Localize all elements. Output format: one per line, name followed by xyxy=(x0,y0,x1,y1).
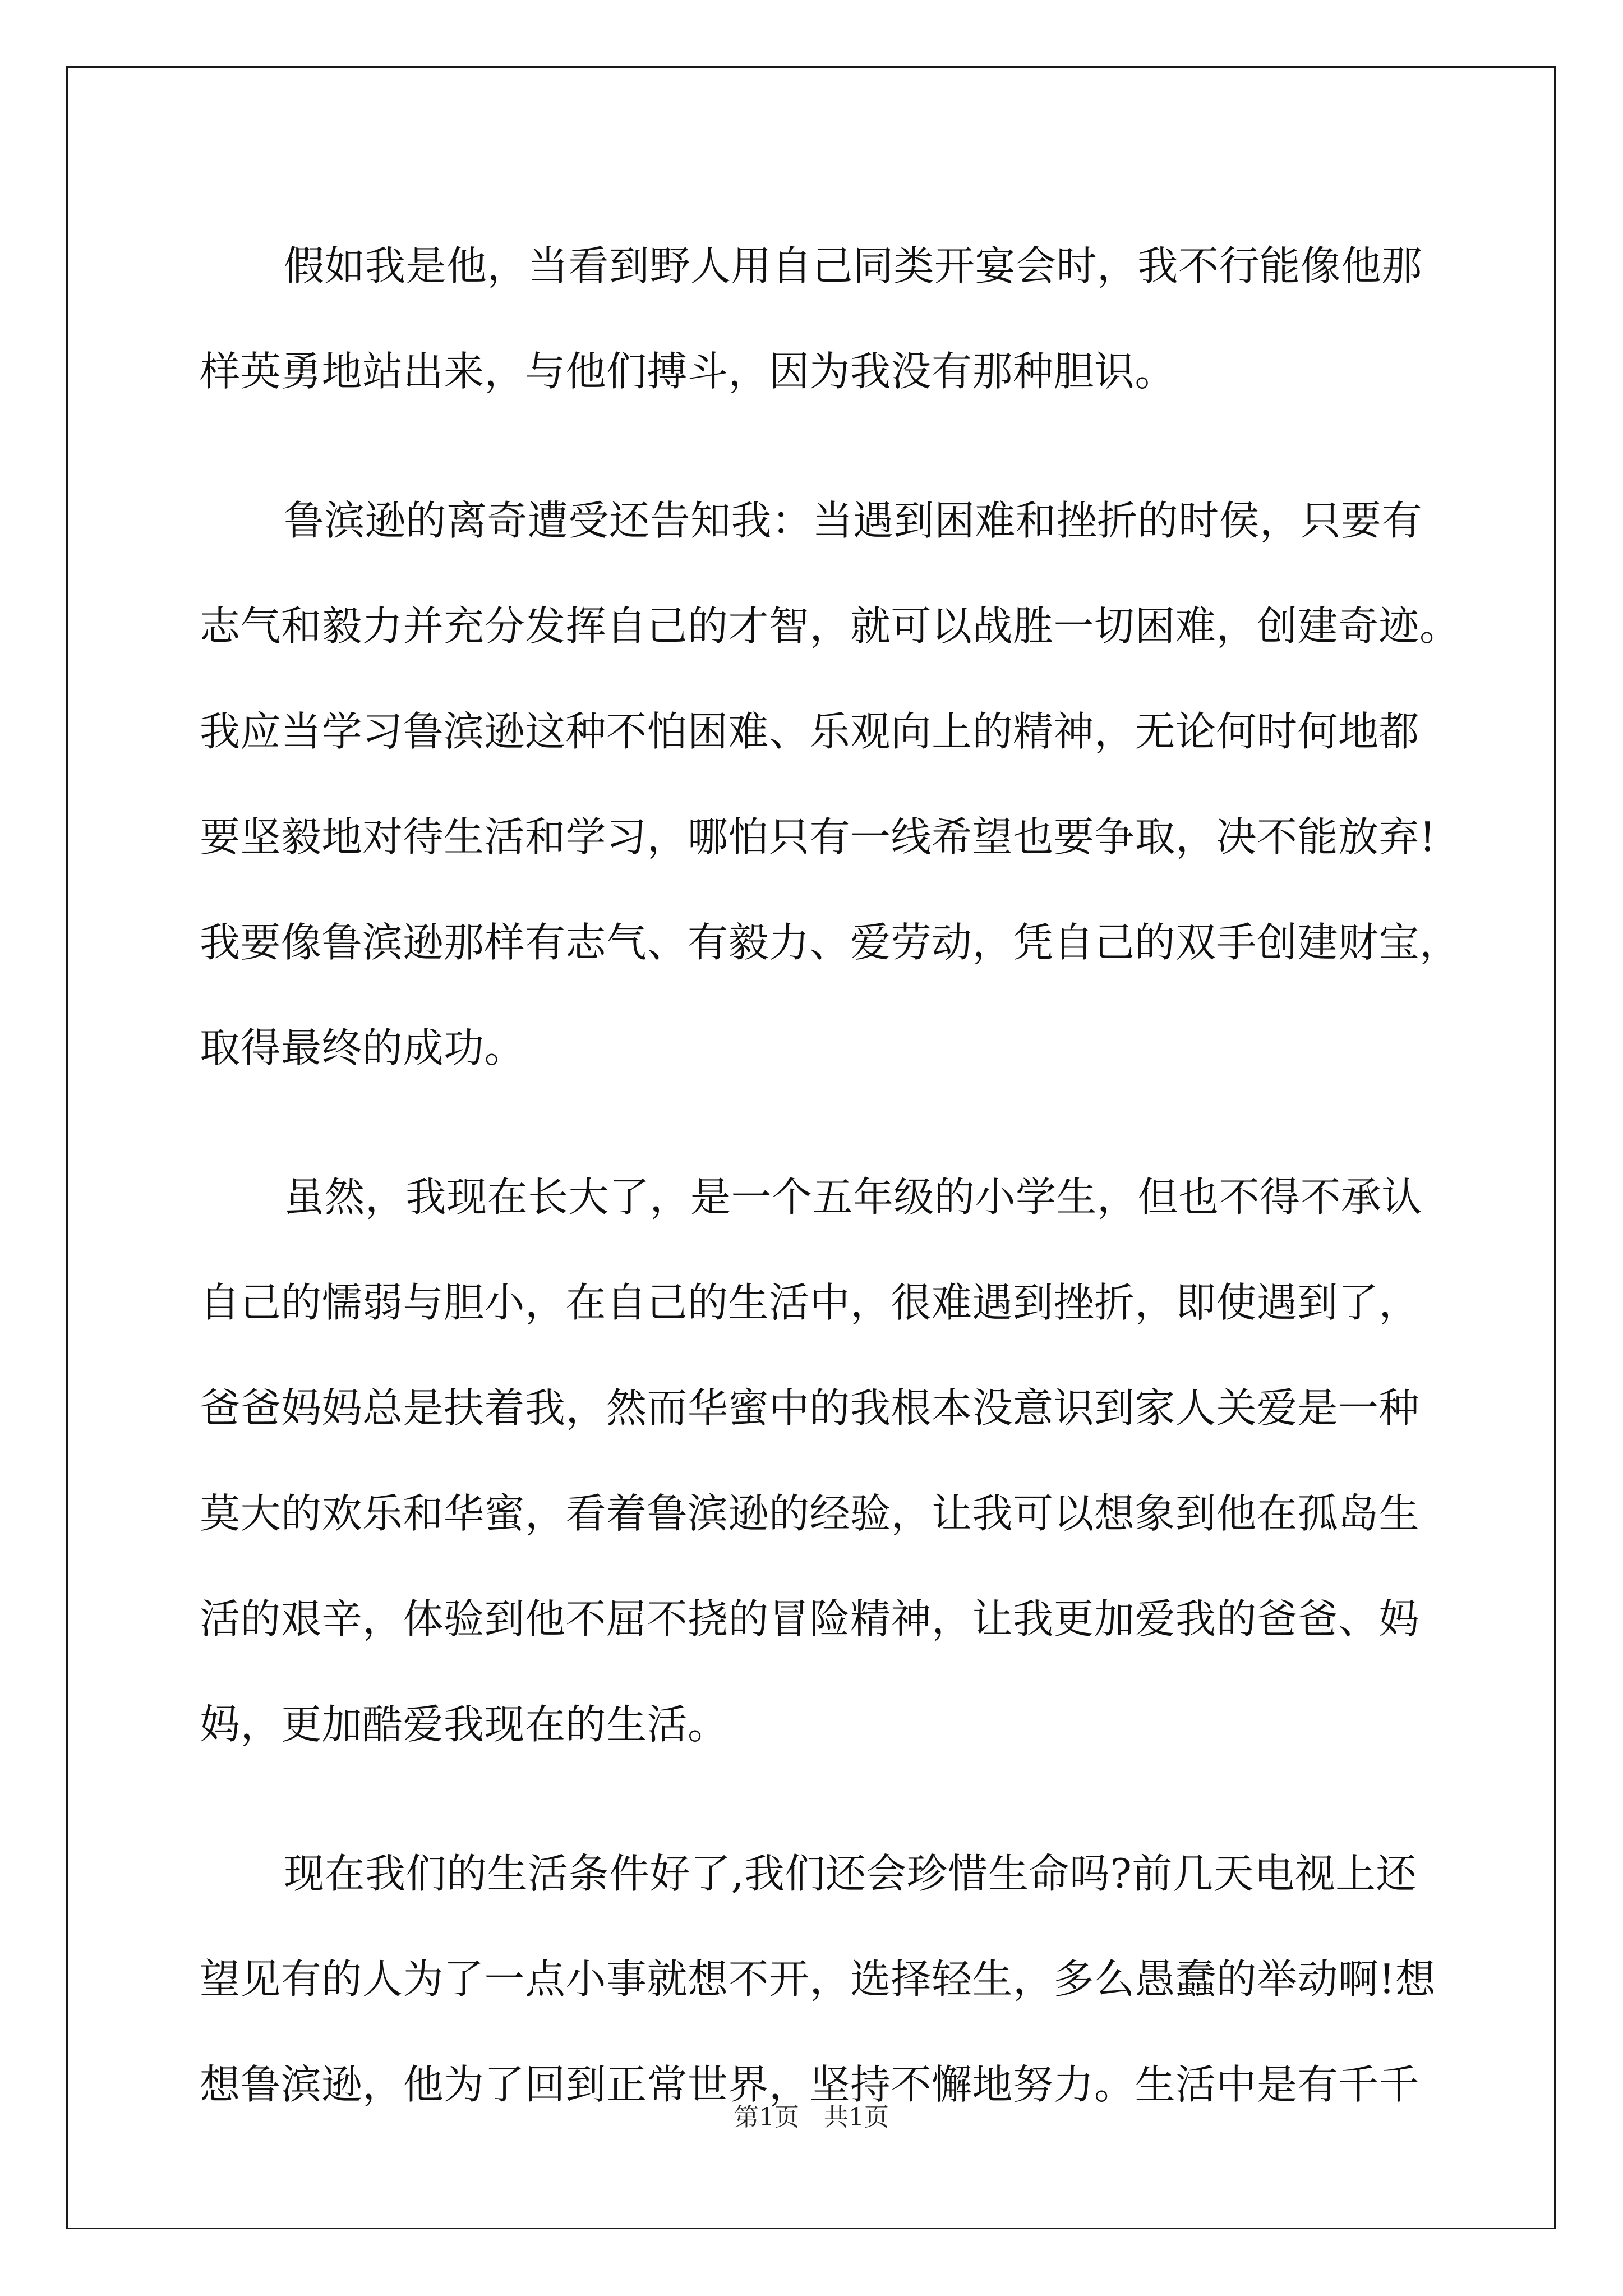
paragraph-3-line-1: 虽然，我现在长大了，是一个五年级的小学生，但也不得不承认 xyxy=(284,1174,1423,1221)
paragraph-4-line-2: 望见有的人为了一点小事就想不开，选择轻生，多么愚蠢的举动啊!想 xyxy=(200,1955,1436,2003)
paragraph-3-line-6: 妈，更加酷爱我现在的生活。 xyxy=(200,1701,728,1748)
document-body xyxy=(200,213,1460,2137)
paragraph-3-line-4: 莫大的欢乐和华蜜，看着鲁滨逊的经验，让我可以想象到他在孤岛生 xyxy=(200,1490,1420,1537)
paragraph-2-line-4: 要坚毅地对待生活和学习，哪怕只有一线希望也要争取，决不能放弃! xyxy=(200,813,1436,861)
paragraph-3-line-2: 自己的懦弱与胆小，在自己的生活中，很难遇到挫折，即使遇到了， xyxy=(200,1279,1420,1326)
paragraph-3-line-5: 活的艰辛，体验到他不屈不挠的冒险精神，让我更加爱我的爸爸、妈 xyxy=(200,1595,1420,1642)
paragraph-spacer xyxy=(200,1777,1422,1821)
paragraph-2-line-3: 我应当学习鲁滨逊这种不怕困难、乐观向上的精神，无论何时何地都 xyxy=(200,708,1420,755)
paragraph-4-line-1: 现在我们的生活条件好了,我们还会珍惜生命吗?前几天电视上还 xyxy=(284,1850,1417,1897)
paragraph-3-line-3: 爸爸妈妈总是扶着我，然而华蜜中的我根本没意识到家人关爱是一种 xyxy=(200,1384,1420,1432)
paragraph-1-line-1: 假如我是他，当看到野人用自己同类开宴会时，我不行能像他那 xyxy=(284,242,1423,289)
paragraph-2-line-5: 我要像鲁滨逊那样有志气、有毅力、爱劳动，凭自己的双手创建财宝， xyxy=(200,919,1460,966)
paragraph-4-line-3: 想鲁滨逊，他为了回到正常世界，坚持不懈地努力。生活中是有千千 xyxy=(200,2061,1420,2108)
paragraph-spacer xyxy=(200,1101,1422,1144)
paragraph-spacer xyxy=(200,424,1422,468)
page-total: 共1页 xyxy=(824,2103,889,2132)
page-footer xyxy=(0,2101,1623,2134)
paragraph-2-line-1: 鲁滨逊的离奇遭受还告知我：当遇到困难和挫折的时侯，只要有 xyxy=(284,497,1423,544)
paragraph-2-line-2: 志气和毅力并充分发挥自己的才智，就可以战胜一切困难，创建奇迹。 xyxy=(200,602,1460,650)
paragraph-1-line-2: 样英勇地站出来，与他们搏斗，因为我没有那种胆识。 xyxy=(200,348,1176,395)
paragraph-2-line-6: 取得最终的成功。 xyxy=(200,1024,525,1071)
page-number: 第1页 xyxy=(734,2103,799,2132)
